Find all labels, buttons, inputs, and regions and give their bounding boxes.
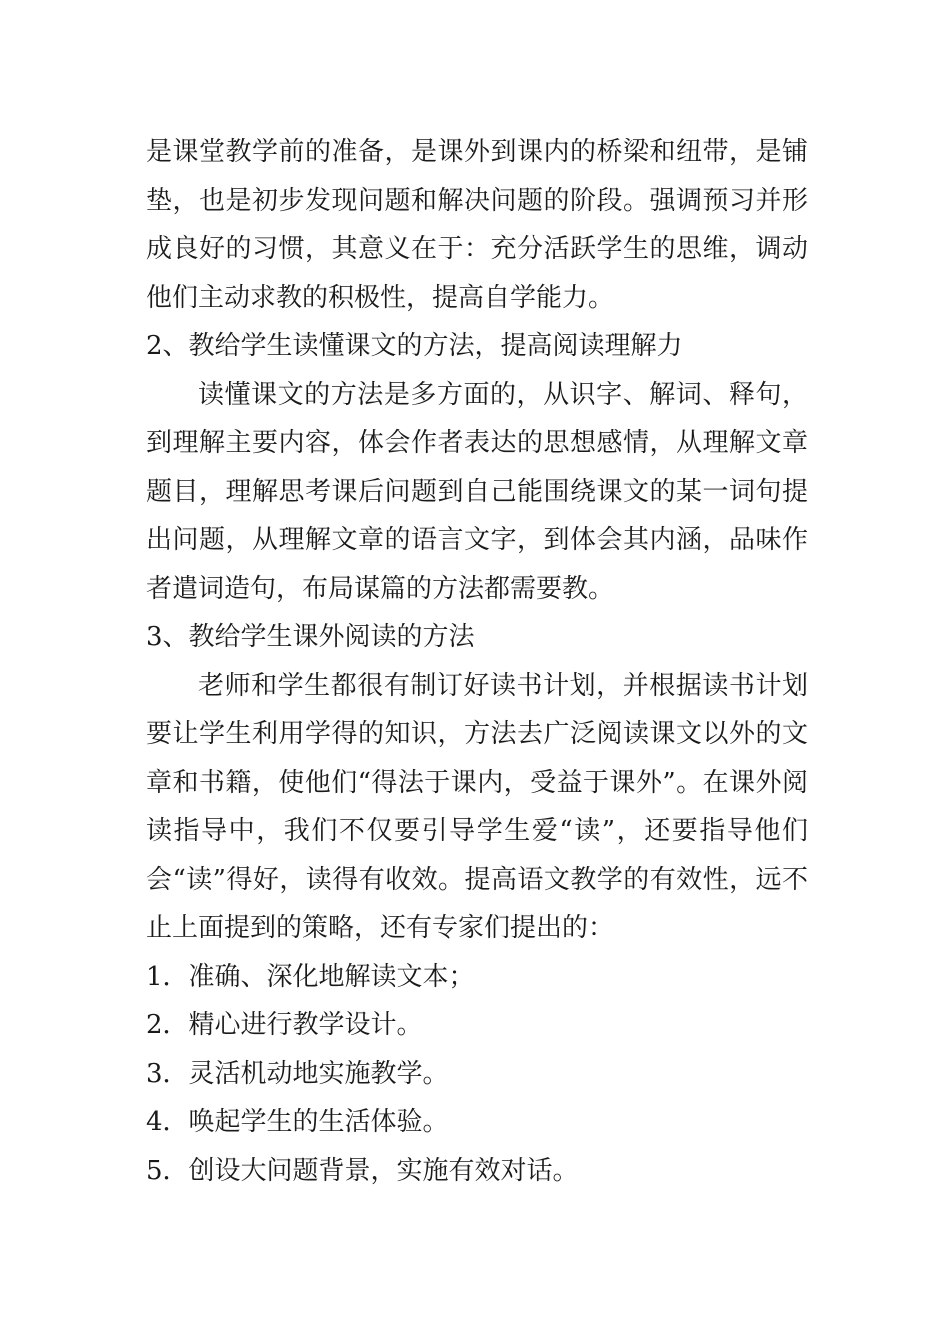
- list-item-4: 4．唤起学生的生活体验。: [146, 1107, 449, 1137]
- section-heading-extracurricular-reading: 3、教给学生课外阅读的方法: [146, 622, 475, 652]
- list-item-1: 1．准确、深化地解读文本；: [146, 961, 475, 992]
- list-item-2: 2．精心进行教学设计。: [146, 1010, 423, 1040]
- list-item-5: 5．创设大问题背景，实施有效对话。: [146, 1155, 579, 1186]
- paragraph-reading-methods: 读懂课文的方法是多方面的，从识字、解词、释句，到理解主要内容，体会作者表达的思想感情，从理解文章题目，理解思考课后问题到自己能围绕课文的某一词句提出问题，从理解文章的语言文字，到体会其内涵，品味作者遣词造句，布局谋篇的方法都需要教。: [146, 379, 808, 604]
- section-heading-reading-methods: 2、教给学生读懂课文的方法，提高阅读理解力: [146, 331, 683, 361]
- list-item-3: 3．灵活机动地实施教学。: [146, 1058, 449, 1089]
- paragraph-extracurricular-reading: 老师和学生都很有制订好读书计划，并根据读书计划要让学生利用学得的知识，方法去广泛阅读课文以外的文章和书籍，使他们“得法于课内，受益于课外”。在课外阅读指导中，我们不仅要引导学生爱“读”，还要指导他们会“读”得好，读得有收效。提高语文教学的有效性，远不止上面提到的策略，还有专家们提出的：: [146, 670, 808, 943]
- paragraph-preview-purpose: 是课堂教学前的准备，是课外到课内的桥梁和纽带，是铺垫，也是初步发现问题和解决问题的阶段。强调预习并形成良好的习惯，其意义在于：充分活跃学生的思维，调动他们主动求教的积极性，提高自学能力。: [146, 137, 808, 313]
- document-body: [146, 128, 808, 1195]
